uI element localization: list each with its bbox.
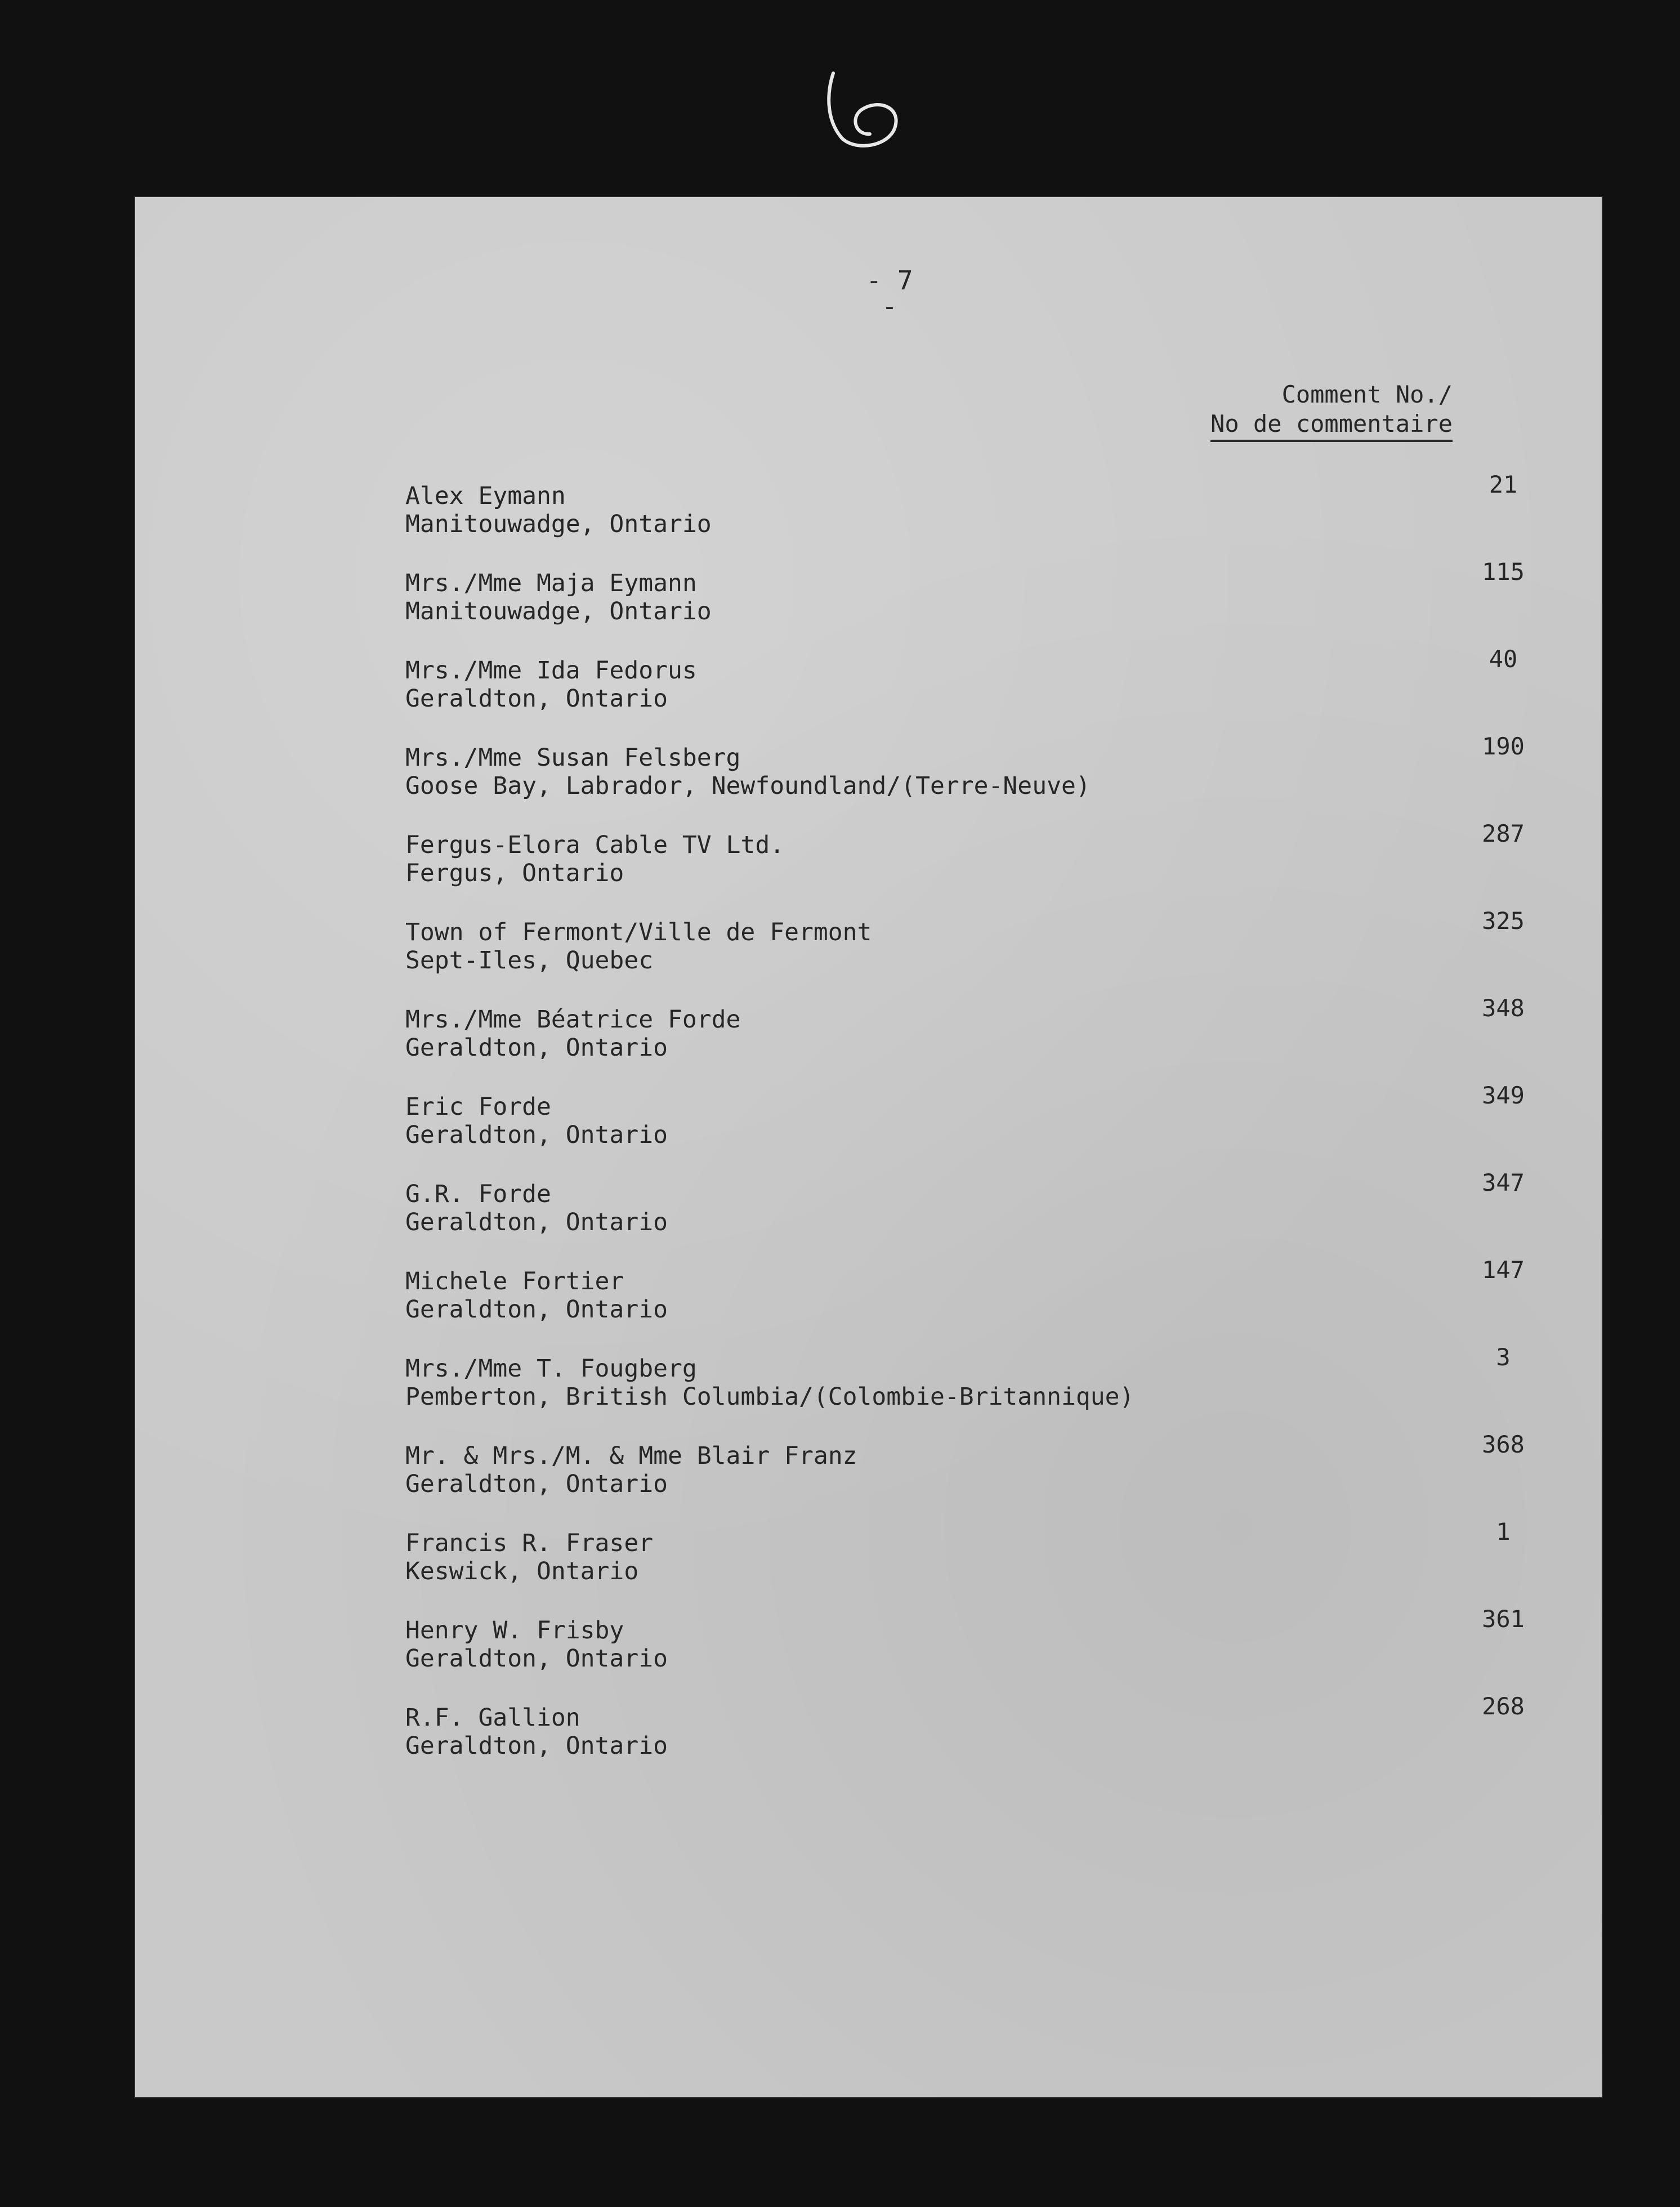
entry-comment-number: 40 xyxy=(1489,645,1518,673)
handwritten-mark xyxy=(816,68,906,152)
entry-name: Mrs./Mme T. Fougberg xyxy=(405,1355,697,1383)
list-item xyxy=(405,1605,1525,1686)
entry-comment-number: 325 xyxy=(1482,907,1525,935)
entry-name: Mrs./Mme Ida Fedorus xyxy=(405,656,697,685)
entry-name: Fergus-Elora Cable TV Ltd. xyxy=(405,831,785,859)
entry-place: Geraldton, Ontario xyxy=(405,1208,668,1236)
entry-place: Keswick, Ontario xyxy=(405,1557,639,1585)
entry-name: Eric Forde xyxy=(405,1093,551,1121)
entry-place: Goose Bay, Labrador, Newfoundland/(Terre-Neuve) xyxy=(405,772,1091,800)
entry-place: Geraldton, Ontario xyxy=(405,1732,668,1760)
list-item xyxy=(405,994,1525,1075)
entry-comment-number: 287 xyxy=(1482,820,1525,847)
entry-name: Francis R. Fraser xyxy=(405,1529,654,1557)
list-item xyxy=(405,471,1518,552)
entry-place: Manitouwadge, Ontario xyxy=(405,510,712,538)
list-item xyxy=(405,1343,1511,1424)
entry-comment-number: 115 xyxy=(1482,558,1525,586)
entry-place: Geraldton, Ontario xyxy=(405,1034,668,1062)
entry-place: Geraldton, Ontario xyxy=(405,1295,668,1324)
entry-place: Manitouwadge, Ontario xyxy=(405,597,712,626)
list-item xyxy=(405,645,1518,726)
entry-comment-number: 147 xyxy=(1482,1256,1525,1284)
entry-place: Geraldton, Ontario xyxy=(405,1121,668,1149)
entry-name: Henry W. Frisby xyxy=(405,1616,624,1645)
entry-place: Fergus, Ontario xyxy=(405,859,624,887)
entry-place: Geraldton, Ontario xyxy=(405,685,668,713)
page-number: - 7 - xyxy=(866,265,913,321)
entry-comment-number: 368 xyxy=(1482,1431,1525,1458)
entry-name: G.R. Forde xyxy=(405,1180,551,1208)
entry-name: Mrs./Mme Susan Felsberg xyxy=(405,744,741,772)
column-header-line1: Comment No./ xyxy=(1281,381,1453,408)
entry-comment-number: 268 xyxy=(1482,1692,1525,1720)
entry-name: R.F. Gallion xyxy=(405,1704,580,1732)
list-item xyxy=(405,732,1525,814)
list-item xyxy=(405,1082,1525,1163)
entry-comment-number: 347 xyxy=(1482,1169,1525,1196)
entry-comment-number: 361 xyxy=(1482,1605,1525,1633)
list-item xyxy=(405,1169,1525,1250)
entry-comment-number: 21 xyxy=(1489,471,1518,498)
entry-place: Geraldton, Ontario xyxy=(405,1470,668,1498)
entry-place: Sept-Iles, Quebec xyxy=(405,946,654,975)
entry-place: Pemberton, British Columbia/(Colombie-Britannique) xyxy=(405,1383,1134,1411)
column-header xyxy=(1210,380,1453,442)
list-item xyxy=(405,1256,1525,1337)
entry-comment-number: 1 xyxy=(1496,1518,1511,1545)
list-item xyxy=(405,1518,1511,1599)
entry-comment-number: 3 xyxy=(1496,1343,1511,1371)
entry-name: Mrs./Mme Béatrice Forde xyxy=(405,1006,741,1034)
list-item xyxy=(405,907,1525,988)
entry-place: Geraldton, Ontario xyxy=(405,1645,668,1673)
entry-name: Town of Fermont/Ville de Fermont xyxy=(405,918,872,946)
list-item xyxy=(405,1692,1525,1773)
list-item xyxy=(405,820,1525,901)
list-item xyxy=(405,558,1525,639)
entry-comment-number: 349 xyxy=(1482,1082,1525,1109)
entry-name: Mr. & Mrs./M. & Mme Blair Franz xyxy=(405,1442,857,1470)
entry-comment-number: 348 xyxy=(1482,994,1525,1022)
entry-name: Mrs./Mme Maja Eymann xyxy=(405,569,697,597)
document-page xyxy=(135,197,1602,2097)
entry-name: Alex Eymann xyxy=(405,482,566,510)
entry-name: Michele Fortier xyxy=(405,1267,624,1295)
list-item xyxy=(405,1431,1525,1512)
column-header-line2: No de commentaire xyxy=(1210,409,1453,442)
entry-comment-number: 190 xyxy=(1482,732,1525,760)
